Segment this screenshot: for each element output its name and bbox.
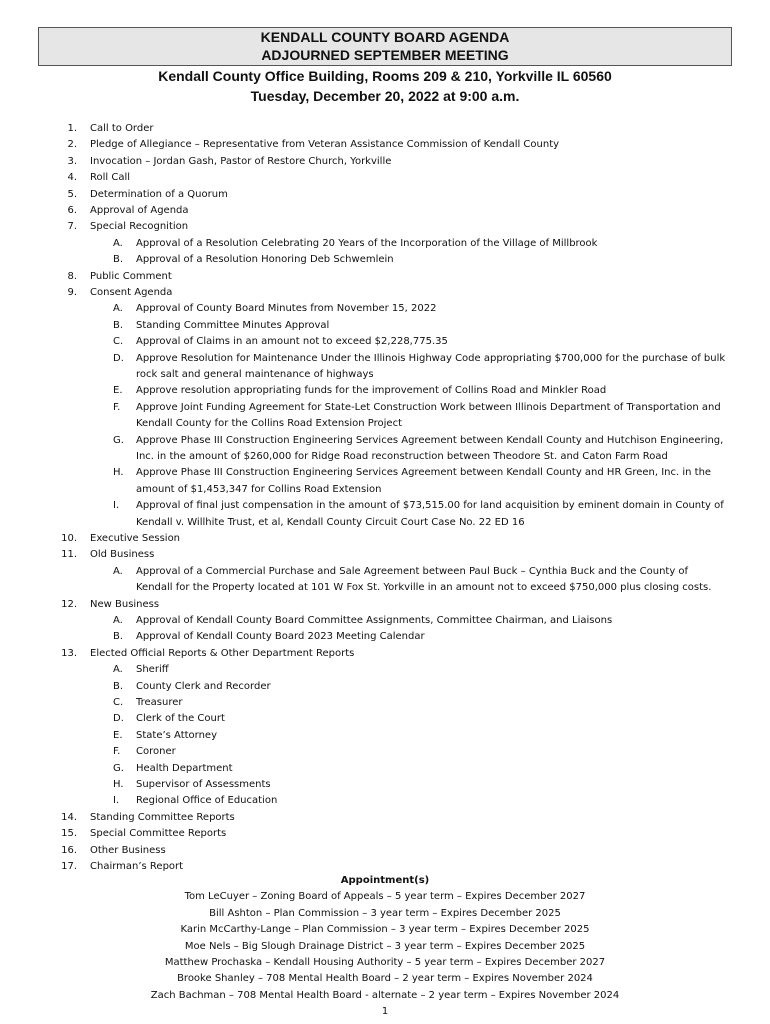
agenda-subitem-text: Approval of a Resolution Honoring Deb Schwemlein: [136, 254, 394, 266]
agenda-item-number: 3.: [67, 155, 77, 167]
agenda-subitem-letter: A.: [113, 565, 123, 577]
agenda-item-number: 11.: [61, 549, 77, 561]
agenda-item: [0, 121, 770, 137]
agenda-subitem: [0, 564, 770, 597]
agenda-subitem: [0, 629, 770, 645]
agenda-subitem: [0, 252, 770, 268]
agenda-item-text: Special Committee Reports: [90, 828, 227, 840]
agenda-subitem-text: Approval of Claims in an amount not to exceed $2,228,775.35: [136, 336, 448, 348]
agenda-subitem-letter: B.: [113, 631, 124, 643]
agenda-item-text: Old Business: [90, 549, 155, 561]
agenda-title: KENDALL COUNTY BOARD AGENDA: [260, 29, 510, 45]
agenda-list: [0, 121, 770, 875]
agenda-item-number: 16.: [61, 844, 77, 856]
agenda-item: [0, 137, 770, 153]
agenda-item-number: 1.: [67, 123, 77, 134]
agenda-item-number: 17.: [61, 861, 77, 873]
agenda-subitem-text: Treasurer: [136, 697, 183, 709]
agenda-subitem: [0, 400, 770, 433]
agenda-subitem-letter: D.: [113, 352, 124, 364]
agenda-subitem-letter: G.: [113, 434, 124, 446]
agenda-subitem: [0, 351, 770, 384]
agenda-subitem-text: Standing Committee Minutes Approval: [136, 319, 330, 331]
agenda-subitem-letter: F.: [113, 746, 121, 758]
agenda-item: [0, 187, 770, 203]
agenda-subitem-letter: G.: [113, 762, 124, 774]
agenda-item-text: Special Recognition: [90, 221, 189, 233]
agenda-item-number: 5.: [67, 188, 77, 200]
agenda-item: [0, 597, 770, 613]
agenda-subitem: [0, 744, 770, 760]
agenda-subitem-letter: I.: [113, 795, 120, 807]
agenda-subitem: [0, 679, 770, 695]
appointment-line: Moe Nels – Big Slough Drainage District – 3 year term – Expires December 2025: [184, 940, 586, 952]
agenda-subitem-text: Approval of final just compensation in the amount of $73,515.00 for land acquisition by eminent domain in County of Kendall v. Willhite Trust, et al, Kendall County Circuit Court Case No. 22 ED 16: [136, 500, 724, 528]
agenda-item: [0, 269, 770, 285]
agenda-subitem: [0, 695, 770, 711]
agenda-subitem: [0, 383, 770, 399]
agenda-item-number: 4.: [67, 172, 77, 184]
agenda-subitem-text: Approve Phase III Construction Engineering Services Agreement between Kendall County and HR Green, Inc. in the amount of $1,453,347 for Collins Road Extension: [136, 467, 712, 495]
agenda-subitem-letter: A.: [113, 303, 123, 315]
page-number: 1: [381, 1006, 389, 1017]
appointments-heading: Appointment(s): [340, 875, 430, 886]
agenda-item: [0, 219, 770, 235]
agenda-item-number: 7.: [67, 221, 77, 233]
agenda-subitem: [0, 334, 770, 350]
agenda-item: [0, 843, 770, 859]
agenda-subitem: [0, 793, 770, 809]
agenda-subitem-letter: E.: [113, 729, 123, 741]
agenda-item-text: Approval of Agenda: [90, 204, 189, 216]
agenda-item: [0, 547, 770, 563]
agenda-subitem-text: Approval of Kendall County Board Committee Assignments, Committee Chairman, and Liaisons: [136, 615, 613, 626]
meeting-type: ADJOURNED SEPTEMBER MEETING: [261, 46, 509, 63]
agenda-subitem-letter: A.: [113, 664, 123, 676]
appointment-line: Karin McCarthy-Lange – Plan Commission – 3 year term – Expires December 2025: [180, 924, 590, 936]
agenda-subitem-letter: B.: [113, 254, 124, 266]
agenda-subitem: [0, 728, 770, 744]
agenda-subitem-letter: F.: [113, 401, 121, 413]
agenda-item-number: 13.: [61, 647, 77, 659]
agenda-subitem-text: Coroner: [136, 746, 176, 758]
agenda-subitem: [0, 613, 770, 629]
agenda-subitem: [0, 498, 770, 531]
agenda-item: [0, 531, 770, 547]
agenda-item: [0, 826, 770, 842]
agenda-subitem-text: Regional Office of Education: [136, 795, 278, 807]
agenda-item-number: 6.: [67, 204, 77, 216]
agenda-item-text: Other Business: [90, 844, 166, 856]
agenda-subitem: [0, 662, 770, 678]
agenda-subitem-letter: B.: [113, 319, 124, 331]
agenda-item-text: Roll Call: [90, 172, 131, 184]
agenda-subitem-letter: C.: [113, 697, 124, 709]
agenda-item: [0, 203, 770, 219]
agenda-subitem-text: Approve Phase III Construction Engineering Services Agreement between Kendall County and Hutchison Engineering, Inc. in the amount of $260,000 for Ridge Road reconstruction between Theodore St. and Caton Farm Road: [136, 434, 724, 462]
agenda-subitem-letter: C.: [113, 336, 124, 348]
agenda-subitem-letter: A.: [113, 237, 123, 249]
agenda-item-number: 8.: [67, 270, 77, 282]
agenda-item-text: Consent Agenda: [90, 286, 173, 298]
agenda-subitem-letter: D.: [113, 713, 124, 725]
agenda-subitem: [0, 236, 770, 252]
agenda-item: [0, 285, 770, 301]
agenda-subitem-text: Sheriff: [136, 664, 169, 676]
agenda-item-text: Pledge of Allegiance – Representative from Veteran Assistance Commission of Kendall County: [90, 139, 560, 151]
agenda-item: [0, 170, 770, 186]
agenda-subitem: [0, 711, 770, 727]
agenda-item-text: Elected Official Reports & Other Department Reports: [90, 647, 355, 659]
appointment-line: Tom LeCuyer – Zoning Board of Appeals – 5 year term – Expires December 2027: [184, 891, 586, 903]
agenda-item-number: 12.: [61, 598, 77, 610]
agenda-subitem-text: Approve Resolution for Maintenance Under the Illinois Highway Code appropriating $700,000 for the purchase of bulk rock salt and general maintenance of highways: [136, 352, 726, 380]
agenda-item-number: 10.: [61, 533, 77, 545]
agenda-item-text: New Business: [90, 598, 160, 610]
agenda-subitem-text: County Clerk and Recorder: [136, 680, 271, 692]
agenda-subitem-letter: E.: [113, 385, 123, 397]
agenda-item-text: Chairman’s Report: [90, 861, 184, 873]
agenda-item-number: 15.: [61, 828, 77, 840]
title-box: [38, 27, 732, 66]
agenda-subitem-text: Approve resolution appropriating funds for the improvement of Collins Road and Minkler Road: [136, 385, 607, 397]
agenda-item-text: Determination of a Quorum: [90, 188, 228, 200]
agenda-item: [0, 154, 770, 170]
agenda-item-number: 14.: [61, 811, 77, 823]
appointment-line: Bill Ashton – Plan Commission – 3 year term – Expires December 2025: [209, 907, 561, 919]
agenda-item: [0, 810, 770, 826]
agenda-subitem: [0, 318, 770, 334]
agenda-subitem-text: Approval of a Commercial Purchase and Sale Agreement between Paul Buck – Cynthia Buck and the County of Kendall for the Property located at 101 W Fox St. Yorkville in an amount not to exceed $750,000 plus closing costs.: [136, 565, 712, 594]
agenda-item-number: 2.: [67, 139, 77, 151]
agenda-item-text: Public Comment: [90, 270, 172, 282]
appointment-line: Brooke Shanley – 708 Mental Health Board – 2 year term – Expires November 2024: [177, 973, 593, 985]
agenda-subitem-letter: I.: [113, 500, 120, 512]
agenda-subitem-letter: H.: [113, 779, 124, 791]
agenda-subitem-letter: H.: [113, 467, 124, 479]
appointments-section: [0, 873, 770, 1004]
appointment-line: Matthew Prochaska – Kendall Housing Authority – 5 year term – Expires December 2027: [164, 957, 606, 969]
agenda-subitem-letter: A.: [113, 615, 123, 626]
agenda-item-text: Standing Committee Reports: [90, 811, 235, 823]
agenda-subitem: [0, 301, 770, 317]
agenda-subitem-text: Approval of a Resolution Celebrating 20 Years of the Incorporation of the Village of Millbrook: [136, 237, 598, 249]
appointment-line: Zach Bachman – 708 Mental Health Board - alternate – 2 year term – Expires November 2024: [150, 989, 620, 1001]
agenda-item-text: Executive Session: [90, 533, 181, 545]
agenda-subitem-letter: B.: [113, 680, 124, 692]
agenda-subitem-text: Approval of Kendall County Board 2023 Meeting Calendar: [136, 631, 425, 643]
agenda-subitem: [0, 777, 770, 793]
meeting-datetime: Tuesday, December 20, 2022 at 9:00 a.m.: [250, 88, 520, 104]
agenda-subitem-text: State’s Attorney: [136, 729, 218, 741]
agenda-subitem-text: Clerk of the Court: [136, 713, 225, 725]
agenda-item-number: 9.: [67, 286, 77, 298]
agenda-subitem: [0, 465, 770, 498]
meeting-location: Kendall County Office Building, Rooms 209 & 210, Yorkville IL 60560: [158, 68, 612, 84]
agenda-subitem: [0, 761, 770, 777]
agenda-subitem: [0, 433, 770, 466]
agenda-item: [0, 646, 770, 662]
agenda-item-text: Call to Order: [90, 123, 154, 134]
agenda-subitem-text: Approve Joint Funding Agreement for State-Let Construction Work between Illinois Department of Transportation and Kendall County for the Collins Road Extension Project: [136, 401, 721, 430]
agenda-item-text: Invocation – Jordan Gash, Pastor of Restore Church, Yorkville: [90, 155, 392, 167]
agenda-subitem-text: Supervisor of Assessments: [136, 779, 271, 791]
agenda-subitem-text: Approval of County Board Minutes from November 15, 2022: [136, 303, 437, 315]
agenda-subitem-text: Health Department: [136, 762, 233, 774]
